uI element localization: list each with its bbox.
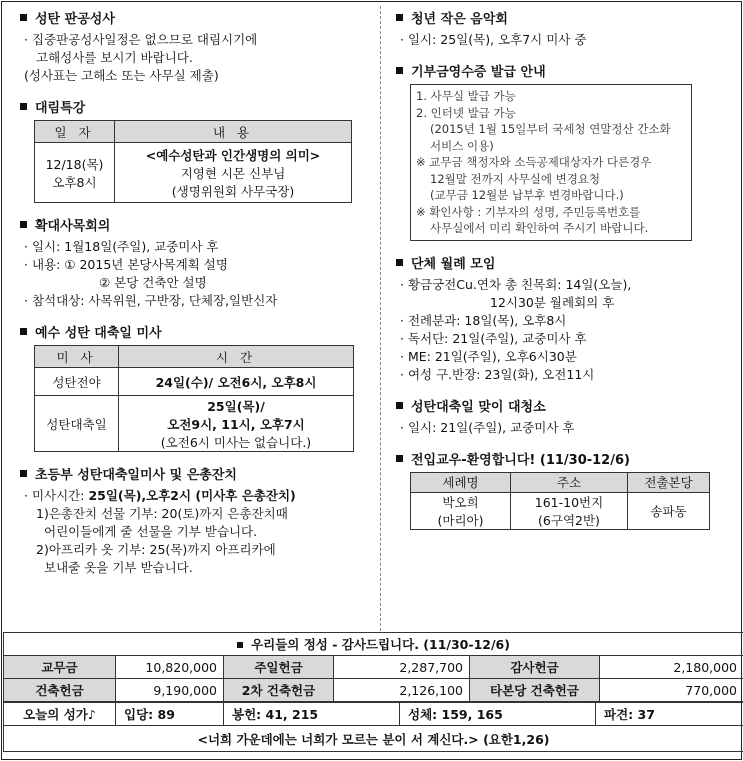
section-expanded-council <box>14 215 374 310</box>
text-line: · 내용: ① 2015년 본당사목계획 설명 <box>24 257 228 272</box>
new-parishioner-table <box>410 472 710 530</box>
bullet-square-icon <box>396 455 403 462</box>
offerings-title: 우리들의 정성 - 감사드립니다. (11/30-12/6) <box>4 633 743 656</box>
column-divider <box>380 6 381 631</box>
table-header: 미 사 <box>35 346 119 368</box>
offering-label: 교무금 <box>4 656 116 679</box>
bullet-square-icon <box>20 103 27 110</box>
text-line: ② 본당 건축안 설명 <box>99 275 207 290</box>
text-line: ※ 교무금 책정자와 소득공제대상자가 다른경우 <box>416 155 652 169</box>
section-confession <box>14 8 374 85</box>
table-cell: 24일(수)/ 오전6시, 오후8시 <box>119 368 354 396</box>
section-advent-lecture <box>14 97 374 203</box>
section-title: 성탄 판공성사 <box>14 8 374 27</box>
hymn-communion: 성체: 159, 165 <box>400 703 596 726</box>
section-title: 확대사목회의 <box>14 215 374 234</box>
hymn-offertory: 봉헌: 41, 215 <box>224 703 400 726</box>
bullet-square-icon <box>20 328 27 335</box>
bullet-square-icon <box>20 470 27 477</box>
offering-amount: 9,190,000 <box>116 679 224 702</box>
section-youth-concert <box>390 8 736 49</box>
text-line: · 일시: 21일(주일), 교중미사 후 <box>400 419 575 435</box>
bullet-square-icon <box>396 259 403 266</box>
section-title: 예수 성탄 대축일 미사 <box>14 322 374 341</box>
text-line: · 일시: 1월18일(주일), 교중미사 후 <box>24 239 219 254</box>
text-line: 1. 사무실 발급 가능 <box>416 89 516 103</box>
text-line: 사무실에서 미리 확인하여 주시기 바랍니다. <box>430 221 649 235</box>
section-title: 대림특강 <box>14 97 374 116</box>
offering-amount: 770,000 <box>600 679 743 702</box>
table-cell: 송파동 <box>628 492 710 529</box>
offering-label: 타본당 건축헌금 <box>470 679 600 702</box>
hymn-table <box>3 702 743 752</box>
offering-amount: 2,126,100 <box>334 679 470 702</box>
text-line: · 전례분과: 18일(목), 오후8시 <box>400 312 567 328</box>
section-title: 기부금영수증 발급 안내 <box>390 61 736 80</box>
section-group-meetings <box>390 253 736 384</box>
text-line: · 일시: 25일(목), 오후7시 미사 중 <box>400 32 587 47</box>
table-header: 내 용 <box>115 121 352 143</box>
table-cell: 161-10번지 (6구역2반) <box>511 492 628 529</box>
section-christmas-mass <box>14 322 374 452</box>
offering-amount: 10,820,000 <box>116 656 224 679</box>
mass-table <box>34 345 354 452</box>
text-line: 보내줄 옷을 기부 받습니다. <box>44 560 193 575</box>
section-new-parishioners <box>390 449 736 530</box>
bullet-square-icon <box>237 642 243 648</box>
offering-amount: 2,287,700 <box>334 656 470 679</box>
section-title: 초등부 성탄대축일미사 및 은총잔치 <box>14 464 374 483</box>
text-line: · 집중판공성사일정은 없으므로 대림시기에 <box>24 32 258 47</box>
hymn-entrance: 입당: 89 <box>116 703 224 726</box>
bullet-square-icon <box>20 14 27 21</box>
text-line: (교무금 12월분 납부후 변경바랍니다.) <box>430 188 624 202</box>
table-cell: 12/18(목) 오후8시 <box>35 143 115 203</box>
bullet-square-icon <box>396 402 403 409</box>
offering-label: 2차 건축헌금 <box>224 679 334 702</box>
text-line: 어린이들에게 줄 선물을 기부 받습니다. <box>44 524 258 539</box>
text-line: 1)은총잔치 선물 기부: 20(토)까지 은총잔치때 <box>36 506 288 521</box>
table-cell: 성탄대축일 <box>35 396 119 452</box>
hymn-label: 오늘의 성가♪ <box>4 703 116 726</box>
bullet-square-icon <box>20 221 27 228</box>
table-header: 전출본당 <box>628 472 710 492</box>
lecture-table <box>34 120 352 203</box>
offering-amount: 2,180,000 <box>600 656 743 679</box>
section-title: 청년 작은 음악회 <box>390 8 736 27</box>
text-line: 2. 인터넷 발급 가능 <box>416 105 516 120</box>
text-line: · ME: 21일(주일), 오후6시30분 <box>400 348 577 364</box>
text-line: · 참석대상: 사목위원, 구반장, 단체장,일반신자 <box>24 293 278 308</box>
table-cell: <예수성탄과 인간생명의 의미> 지영현 시몬 신부님 (생명위원회 사무국장) <box>115 143 352 203</box>
scripture-quote: <너희 가운데에는 너희가 모르는 분이 서 계신다.> (요한1,26) <box>4 726 743 752</box>
text-line: 고해성사를 보시기 바랍니다. <box>36 50 193 65</box>
section-title: 성탄대축일 맞이 대청소 <box>390 396 736 415</box>
text-line: 서비스 이용) <box>430 138 494 153</box>
offerings-table <box>3 632 743 702</box>
section-cleaning <box>390 396 736 437</box>
section-donation-receipt <box>390 61 736 241</box>
right-column <box>390 8 736 542</box>
table-cell: 박오희 (마리아) <box>411 492 511 529</box>
bulletin-page <box>1 1 742 760</box>
offering-label: 건축헌금 <box>4 679 116 702</box>
table-cell: 25일(목)/ 오전9시, 11시, 오후7시 (오전6시 미사는 없습니다.) <box>119 396 354 452</box>
bullet-square-icon <box>396 14 403 21</box>
text-line: · 황금궁전Cu.연차 총 친목회: 14일(오늘), <box>400 276 632 292</box>
text-line: 12시30분 월례회의 후 <box>490 294 615 310</box>
table-cell: 성탄전야 <box>35 368 119 396</box>
table-header: 주소 <box>511 472 628 492</box>
text-line: · 여성 구.반장: 23일(화), 오전11시 <box>400 366 595 382</box>
offering-label: 감사헌금 <box>470 656 600 679</box>
text-line: ※ 확인사항 : 기부자의 성명, 주민등록번호를 <box>416 204 641 219</box>
section-children-mass <box>14 464 374 577</box>
table-header: 시 간 <box>119 346 354 368</box>
table-header: 세례명 <box>411 472 511 492</box>
section-title: 전입교우-환영합니다! (11/30-12/6) <box>390 449 736 468</box>
left-column <box>14 8 374 589</box>
hymn-recessional: 파견: 37 <box>596 703 743 726</box>
text-line: · 미사시간: 25일(목),오후2시 (미사후 은총잔치) <box>24 488 296 503</box>
text-line: (성사표는 고해소 또는 사무실 제출) <box>24 68 219 83</box>
text-line: · 독서단: 21일(주일), 교중미사 후 <box>400 330 587 346</box>
section-title: 단체 월례 모임 <box>390 253 736 272</box>
text-line: (2015년 1월 15일부터 국세청 연말정산 간소화 <box>430 122 671 136</box>
table-header: 일 자 <box>35 121 115 143</box>
offering-label: 주일헌금 <box>224 656 334 679</box>
text-line: 2)아프리카 옷 기부: 25(목)까지 아프리카에 <box>36 542 276 557</box>
offerings-section <box>3 632 743 752</box>
receipt-info-box <box>410 84 692 241</box>
bullet-square-icon <box>396 67 403 74</box>
text-line: 12월말 전까지 사무실에 변경요청 <box>430 171 601 186</box>
